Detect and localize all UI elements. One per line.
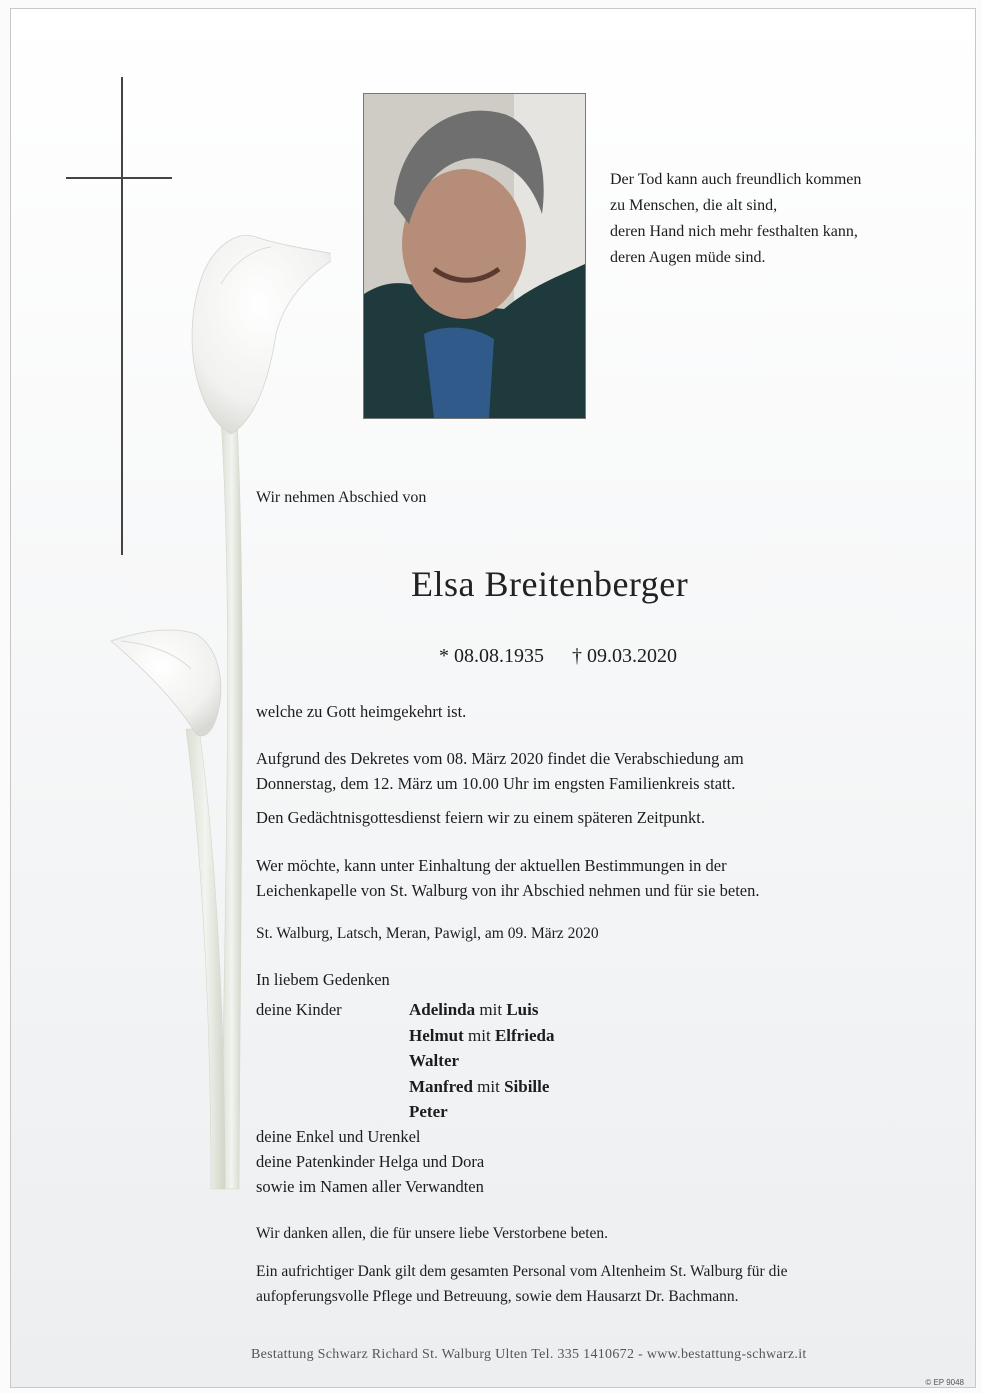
portrait-photo xyxy=(363,93,586,419)
place-date: St. Walburg, Latsch, Meran, Pawigl, am 09. März 2020 xyxy=(256,925,599,942)
text-line: aufopferungsvolle Pflege und Betreuung, sowie dem Hausarzt Dr. Bachmann. xyxy=(256,1288,739,1305)
partner-name: Sibille xyxy=(504,1076,550,1096)
mit-text: mit xyxy=(477,1076,500,1096)
partner-name: Elfrieda xyxy=(494,1025,555,1045)
birth-date: * 08.08.1935 xyxy=(439,645,544,667)
child-name: Peter xyxy=(409,1102,448,1121)
text-line: deine Patenkinder Helga und Dora xyxy=(256,1152,485,1171)
memorial-poem xyxy=(610,167,861,271)
paragraph-farewell xyxy=(256,853,759,903)
deceased-name: Elsa Breitenberger xyxy=(411,564,689,604)
kinder-label: deine Kinder xyxy=(256,1000,342,1019)
intro-text: Wir nehmen Abschied von xyxy=(256,489,427,506)
text-line: Leichenkapelle von St. Walburg von ihr Abschied nehmen und für sie beten. xyxy=(256,881,760,900)
obituary-card xyxy=(10,8,976,1388)
child-entry xyxy=(409,1048,554,1074)
child-entry xyxy=(409,997,554,1023)
family-heading: In liebem Gedenken xyxy=(256,970,390,989)
child-name: Adelinda xyxy=(409,1000,476,1019)
poem-line: deren Augen müde sind. xyxy=(610,249,766,266)
child-name: Helmut xyxy=(409,1025,464,1045)
cross-icon-horizontal xyxy=(66,177,172,179)
text-line: deine Enkel und Urenkel xyxy=(256,1127,421,1146)
text-line: Donnerstag, dem 12. März um 10.00 Uhr im engsten Familienkreis statt. xyxy=(256,774,736,793)
life-dates xyxy=(439,645,677,668)
child-entry xyxy=(409,1099,554,1125)
ep-code: © EP 9048 xyxy=(925,1378,964,1387)
child-entry xyxy=(409,1074,554,1100)
text-line: Ein aufrichtiger Dank gilt dem gesamten Personal vom Altenheim St. Walburg für die xyxy=(256,1263,788,1280)
paragraph-funeral-info xyxy=(256,746,744,796)
text-line: Aufgrund des Dekretes vom 08. März 2020 findet die Verabschiedung am xyxy=(256,749,744,768)
poem-line: deren Hand nich mehr festhalten kann, xyxy=(610,223,858,240)
children-list xyxy=(409,997,554,1125)
child-name: Manfred xyxy=(409,1076,473,1096)
text-line: sowie im Namen aller Verwandten xyxy=(256,1177,484,1196)
death-date: † 09.03.2020 xyxy=(572,645,677,667)
mit-text: mit xyxy=(468,1025,491,1045)
thanks-care xyxy=(256,1259,788,1309)
partner-name: Luis xyxy=(506,1000,539,1019)
child-entry xyxy=(409,1023,554,1049)
relatives-list xyxy=(256,1124,484,1199)
thanks-prayers: Wir danken allen, die für unsere liebe Verstorbene beten. xyxy=(256,1225,609,1242)
paragraph-heimgekehrt: welche zu Gott heimgekehrt ist. xyxy=(256,702,467,721)
poem-line: Der Tod kann auch freundlich kommen xyxy=(610,171,862,188)
funeral-home-footer: Bestattung Schwarz Richard St. Walburg Ulten Tel. 335 1410672 - www.bestattung-schwarz.it xyxy=(251,1347,807,1362)
mit-text: mit xyxy=(479,1000,503,1019)
text-line: Wer möchte, kann unter Einhaltung der aktuellen Bestimmungen in der xyxy=(256,856,727,875)
poem-line: zu Menschen, die alt sind, xyxy=(610,197,778,214)
child-name: Walter xyxy=(409,1051,460,1070)
paragraph-memorial-service: Den Gedächtnisgottesdienst feiern wir zu einem späteren Zeitpunkt. xyxy=(256,808,706,827)
